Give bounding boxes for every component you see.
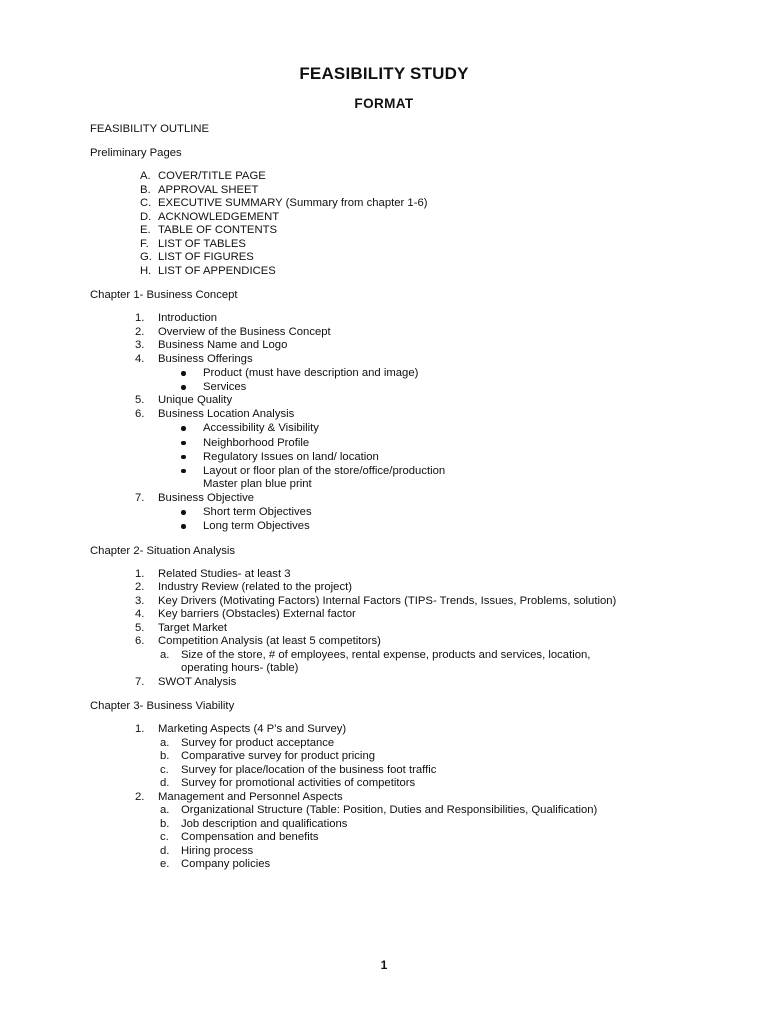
bullet-item — [90, 519, 730, 533]
list-label: 6. — [135, 407, 145, 420]
list-item — [90, 595, 730, 609]
list-item — [90, 265, 730, 279]
sub-item — [90, 831, 730, 845]
chapter3-list — [90, 723, 730, 872]
list-label: 1. — [135, 567, 145, 580]
list-label: C. — [140, 197, 152, 209]
bullet-icon — [181, 371, 186, 376]
bullet-item — [90, 380, 730, 394]
list-text: Marketing Aspects (4 P’s and Survey) — [158, 723, 347, 735]
sub-text: Hiring process — [181, 844, 254, 857]
list-label: 2. — [135, 325, 145, 338]
list-item — [90, 568, 730, 582]
bullet-item — [90, 421, 730, 435]
list-item — [90, 326, 730, 340]
bullet-text: Neighborhood Profile — [203, 436, 310, 449]
sub-text: Survey for place/location of the business foot traffic — [181, 763, 437, 776]
bullet-text: Regulatory Issues on land/ location — [203, 450, 379, 463]
sub-item — [90, 737, 730, 751]
list-text: TABLE OF CONTENTS — [158, 224, 278, 236]
list-text: Industry Review (related to the project) — [158, 581, 353, 593]
sub-text: Survey for product acceptance — [181, 736, 335, 749]
sub-label: c. — [160, 763, 169, 776]
chapter2-heading: Chapter 2- Situation Analysis — [90, 544, 236, 557]
list-text: LIST OF TABLES — [158, 237, 246, 250]
bullet-continuation-text: Master plan blue print — [203, 478, 312, 491]
list-label: D. — [140, 210, 152, 223]
sub-label: b. — [160, 817, 170, 830]
list-text: Business Name and Logo — [158, 339, 288, 351]
list-label: 4. — [135, 352, 145, 365]
document-title: FEASIBILITY STUDY — [299, 64, 469, 83]
sub-item — [90, 764, 730, 778]
list-label: F. — [140, 237, 149, 250]
bullet-text: Long term Objectives — [203, 520, 310, 533]
list-item — [90, 622, 730, 636]
sub-label: a. — [160, 804, 170, 816]
list-label: 1. — [135, 312, 145, 324]
list-label: 7. — [135, 491, 145, 504]
sub-continuation — [90, 662, 730, 676]
list-label: 3. — [135, 594, 145, 607]
sub-label: e. — [160, 858, 170, 870]
list-item — [90, 197, 730, 211]
list-label: 7. — [135, 675, 145, 688]
sub-item — [90, 777, 730, 791]
list-text: SWOT Analysis — [158, 675, 237, 688]
sub-text: Survey for promotional activities of competitors — [181, 777, 416, 789]
list-item — [90, 723, 730, 737]
sub-label: b. — [160, 750, 170, 762]
list-text: Management and Personnel Aspects — [158, 790, 343, 803]
list-item — [90, 581, 730, 595]
list-label: H. — [140, 264, 152, 277]
list-label: E. — [140, 224, 151, 236]
chapter1-list — [90, 312, 730, 534]
sub-text: Job description and qualifications — [181, 817, 348, 830]
list-text: LIST OF FIGURES — [158, 251, 254, 263]
sub-item — [90, 804, 730, 818]
list-item — [90, 408, 730, 422]
sub-label: a. — [160, 736, 170, 749]
sub-text: Compensation and benefits — [181, 831, 319, 843]
list-text: Overview of the Business Concept — [158, 325, 331, 338]
bullet-icon — [181, 441, 186, 446]
bullet-text: Product (must have description and image) — [203, 367, 419, 379]
sub-item — [90, 845, 730, 859]
list-text: COVER/TITLE PAGE — [158, 170, 266, 182]
list-text: Target Market — [158, 621, 228, 634]
bullet-item — [90, 436, 730, 450]
list-text: APPROVAL SHEET — [158, 183, 259, 196]
list-item — [90, 635, 730, 649]
list-item — [90, 676, 730, 690]
document-subtitle: FORMAT — [354, 96, 414, 111]
list-label: 1. — [135, 723, 145, 735]
list-text: LIST OF APPENDICES — [158, 264, 276, 277]
list-label: 5. — [135, 621, 145, 634]
bullet-text: Layout or floor plan of the store/office/production — [203, 464, 446, 477]
list-item — [90, 224, 730, 238]
list-item — [90, 608, 730, 622]
outline-heading: FEASIBILITY OUTLINE — [90, 123, 210, 135]
sub-label: a. — [160, 648, 170, 661]
sub-continuation-text: operating hours- (table) — [181, 662, 299, 674]
list-text: ACKNOWLEDGEMENT — [158, 210, 280, 223]
list-item — [90, 339, 730, 353]
list-label: 2. — [135, 581, 145, 593]
bullet-continuation — [90, 478, 730, 492]
sub-label: d. — [160, 844, 170, 857]
chapter1-heading: Chapter 1- Business Concept — [90, 289, 238, 301]
list-text: Key Drivers (Motivating Factors) Internal Factors (TIPS- Trends, Issues, Problems, solution) — [158, 594, 617, 607]
list-text: Competition Analysis (at least 5 competitors) — [158, 635, 381, 647]
chapter2-list — [90, 568, 730, 690]
list-item — [90, 492, 730, 506]
bullet-text: Accessibility & Visibility — [203, 422, 319, 435]
list-item — [90, 170, 730, 184]
bullet-icon — [181, 510, 186, 515]
list-text: Key barriers (Obstacles) External factor — [158, 608, 356, 620]
sub-item — [90, 649, 730, 663]
bullet-text: Services — [203, 381, 247, 394]
sub-text: Comparative survey for product pricing — [181, 750, 376, 762]
list-item — [90, 791, 730, 805]
preliminary-list — [90, 170, 730, 278]
bullet-icon — [181, 469, 186, 474]
list-item — [90, 238, 730, 252]
list-text: Unique Quality — [158, 394, 233, 407]
sub-label: d. — [160, 777, 170, 789]
bullet-text: Short term Objectives — [203, 506, 312, 519]
list-item — [90, 394, 730, 408]
list-text: Business Location Analysis — [158, 407, 295, 420]
bullet-icon — [181, 524, 186, 529]
list-label: G. — [140, 251, 152, 263]
list-label: 2. — [135, 790, 145, 803]
bullet-item — [90, 366, 730, 380]
sub-item — [90, 750, 730, 764]
bullet-icon — [181, 385, 186, 390]
list-item — [90, 184, 730, 198]
list-label: 3. — [135, 339, 145, 351]
list-label: 5. — [135, 394, 145, 407]
list-item — [90, 353, 730, 367]
list-text: Introduction — [158, 312, 218, 324]
bullet-item — [90, 450, 730, 464]
bullet-icon — [181, 426, 186, 431]
list-text: Business Offerings — [158, 352, 253, 365]
list-item — [90, 251, 730, 265]
list-text: Business Objective — [158, 491, 255, 504]
list-label: A. — [140, 170, 151, 182]
list-item — [90, 312, 730, 326]
sub-item — [90, 818, 730, 832]
document-body — [90, 122, 730, 872]
sub-text: Company policies — [181, 858, 271, 870]
bullet-item — [90, 464, 730, 478]
sub-text: Organizational Structure (Table: Position, Duties and Responsibilities, Qualification) — [181, 804, 598, 816]
page-number: 1 — [380, 958, 388, 972]
list-label: 4. — [135, 608, 145, 620]
list-label: B. — [140, 183, 151, 196]
bullet-item — [90, 505, 730, 519]
chapter3-heading: Chapter 3- Business Viability — [90, 700, 235, 712]
list-label: 6. — [135, 635, 145, 647]
preliminary-heading: Preliminary Pages — [90, 147, 182, 159]
sub-text: Size of the store, # of employees, rental expense, products and services, location, — [181, 648, 591, 661]
sub-label: c. — [160, 831, 169, 843]
list-item — [90, 211, 730, 225]
sub-item — [90, 858, 730, 872]
list-text: EXECUTIVE SUMMARY (Summary from chapter 1-6) — [158, 197, 428, 209]
bullet-icon — [181, 455, 186, 460]
list-text: Related Studies- at least 3 — [158, 567, 291, 580]
